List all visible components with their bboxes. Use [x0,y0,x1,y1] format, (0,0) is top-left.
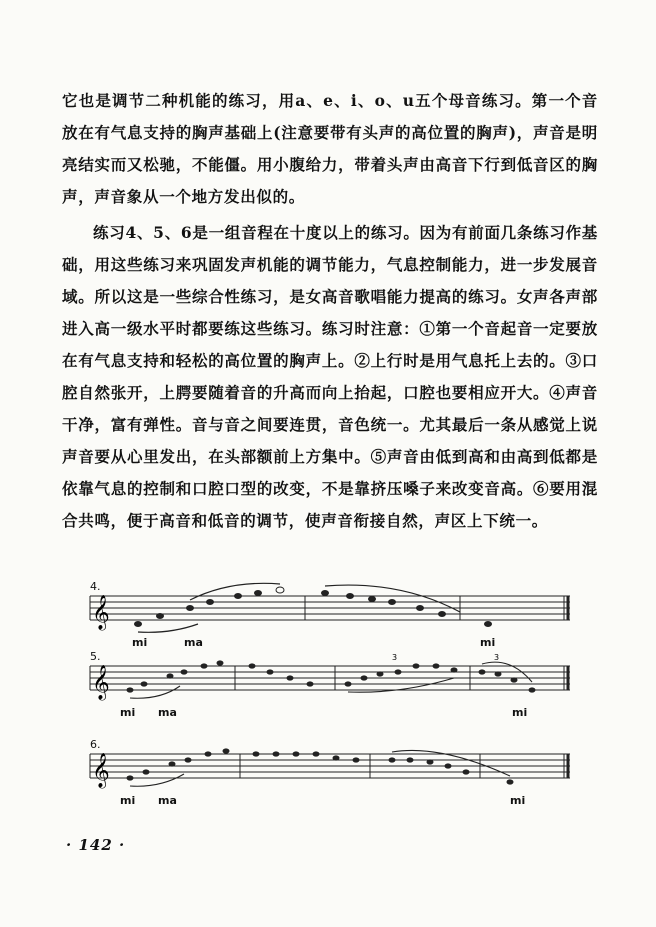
syllable-mi-end: mi [510,794,526,807]
exercise-6 [80,738,575,808]
exercise-4 [80,580,575,650]
exercise-5 [80,650,575,720]
syllable-mi-start: mi [120,794,136,807]
syllable-mi-end: mi [512,706,528,719]
music-staff [80,738,575,798]
syllable-mi-start: mi [132,636,148,649]
exercise-number: 6. [90,738,101,751]
syllable-ma: ma [184,636,203,649]
svg-text:𝄞: 𝄞 [92,595,110,630]
svg-text:𝄞: 𝄞 [92,753,110,788]
paragraph-1: 它也是调节二种机能的练习，用a、e、i、o、u五个母音练习。第一个音放在有气息支持的胸声基础上(注意要带有头声的高位置的胸声)，声音是明亮结实而又松驰，不能僵。用小腹给力，带着头声由高音下行到低音区的胸声，声音象从一个地方发出似的。 [62,91,598,206]
music-staff [80,650,575,710]
body-text [62,85,598,537]
paragraph-2: 练习4、5、6是一组音程在十度以上的练习。因为有前面几条练习作基础，用这些练习来巩固发声机能的调节能力，气息控制能力，进一步发展音域。所以这是一些综合性练习，是女高音歌唱能力提高的练习。女声各声部进入高一级水平时都要练这些练习。练习时注意：①第一个音起音一定要放在有气息支持和轻松的高位置的胸声上。②上行时是用气息托上去的。③口腔自然张开，上腭要随着音的升高而向上抬起，口腔也要相应开大。④声音干净，富有弹性。音与音之间要连贯，音色统一。尤其最后一条从感觉上说声音要从心里发出，在头部额前上方集中。⑤声音由低到高和由高到低都是依靠气息的控制和口腔口型的改变，不是靠挤压嗓子来改变音高。⑥要用混合共鸣，便于高音和低音的调节，使声音衔接自然，声区上下统一。 [62,223,598,530]
svg-text:3: 3 [494,653,500,662]
syllable-ma: ma [158,794,177,807]
exercise-number: 5. [90,650,101,663]
syllable-ma: ma [158,706,177,719]
svg-text:𝄞: 𝄞 [92,665,110,700]
svg-text:3: 3 [392,653,398,662]
syllable-mi-end: mi [480,636,496,649]
music-staff [80,580,575,640]
exercise-number: 4. [90,580,101,593]
syllable-mi-start: mi [120,706,136,719]
page-number: · 142 · [66,836,126,854]
